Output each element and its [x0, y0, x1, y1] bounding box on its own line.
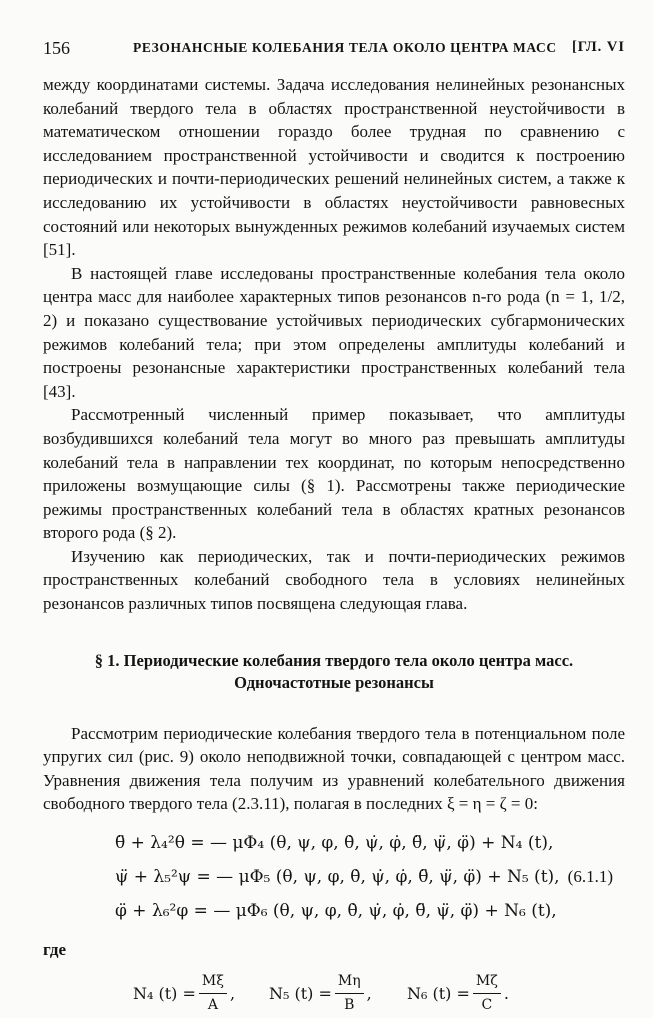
definition-tail: . — [503, 983, 509, 1003]
definition-lhs: N₄ (t) = — [133, 983, 196, 1003]
denominator: A — [207, 997, 218, 1014]
definition — [269, 970, 372, 1018]
denominator: B — [344, 997, 355, 1014]
definition-tail: , — [366, 983, 372, 1003]
chapter-label: [ГЛ. VI — [571, 39, 625, 55]
definition-lhs: N₅ (t) = — [269, 983, 332, 1003]
paragraph: Рассмотрим периодические колебания твердого тела в потенциальном поле упругих сил (рис. 9) около неподвижной точки, совпадающей с центром масс. Уравнения движения тела получим из уравнений колебательного движения свободного твердого тела (2.3.11), полагая в последних ξ = η = ζ = 0: — [43, 723, 625, 814]
page-number: 156 — [43, 38, 70, 58]
equation: ψ̈ + λ₅²ψ = — μΦ₅ (θ, ψ, φ, θ̇, ψ̇, φ̇, θ̈, ψ̈, φ̈) + N₅ (t), — [115, 867, 560, 888]
equation: φ̈ + λ₆²φ = — μΦ₆ (θ, ψ, φ, θ̇, ψ̇, φ̇, θ̈, ψ̈, φ̈) + N₆ (t), — [115, 901, 557, 922]
running-title: РЕЗОНАНСНЫЕ КОЛЕБАНИЯ ТЕЛА ОКОЛО ЦЕНТРА МАСС — [133, 40, 557, 55]
paragraph: Рассмотренный численный пример показывает, что амплитуды возбудившихся колебаний тела могут во много раз превышать амплитуды колебаний тела в направлении тех координат, по которым непосредственно приложены возмущающие силы (§ 1). Рассмотрены также периодические режимы пространственных колебаний тела в областях кратных резонансов второго рода (§ 2). — [43, 405, 625, 543]
where-label: где — [43, 940, 67, 960]
section-heading — [43, 650, 625, 694]
denominator: C — [481, 997, 493, 1014]
definition-lhs: N₆ (t) = — [407, 983, 470, 1003]
paragraph: между координатами системы. Задача исследования нелинейных резонансных колебаний твердого тела в областях пространственной неустойчивости в математическом отношении гораздо более трудная по сравнению с исследованием пространственной устойчивости и сводится к построению периодических и почти-периодических решений нелинейных систем, а также к исследованию их устойчивости в областях неустойчивости равновесных состояний или некоторых вынужденных режимов колебаний изучаемых систем [51]. — [43, 75, 625, 260]
equation: θ̈ + λ₄²θ = — μΦ₄ (θ, ψ, φ, θ̇, ψ̇, φ̇, θ̈, ψ̈, φ̈) + N₄ (t), — [115, 833, 554, 854]
definitions — [43, 970, 625, 1014]
section-title-line: § 1. Периодические колебания твердого тела около центра масс. — [94, 650, 574, 670]
numerator: Mη — [335, 970, 364, 995]
section-title-line: Одночастотные резонансы — [234, 672, 434, 692]
numerator: Mξ — [199, 970, 227, 995]
fraction — [473, 970, 501, 1018]
definition — [407, 970, 509, 1018]
paragraph: В настоящей главе исследованы пространственные колебания тела около центра масс для наиболее характерных типов резонансов n-го рода (n = 1, 1/2, 2) и показано существование устойчивых периодических субгармонических режимов колебаний тела; при этом определены амплитуды колебаний и построены резонансные характеристики пространственных колебаний тела [43]. — [43, 263, 625, 401]
paragraph: Изучению как периодических, так и почти-периодических режимов пространственных колебаний свободного тела в условиях нелинейных резонансов различных типов посвящена следующая глава. — [43, 546, 625, 614]
equation-number: (6.1.1) — [567, 867, 613, 887]
page-body — [43, 73, 625, 1014]
fraction — [199, 970, 227, 1018]
definition — [133, 970, 235, 1018]
fraction — [335, 970, 364, 1018]
definition-tail: , — [229, 983, 236, 1003]
numerator: Mζ — [473, 970, 501, 995]
equation-system — [43, 826, 625, 938]
page-header — [43, 38, 625, 62]
